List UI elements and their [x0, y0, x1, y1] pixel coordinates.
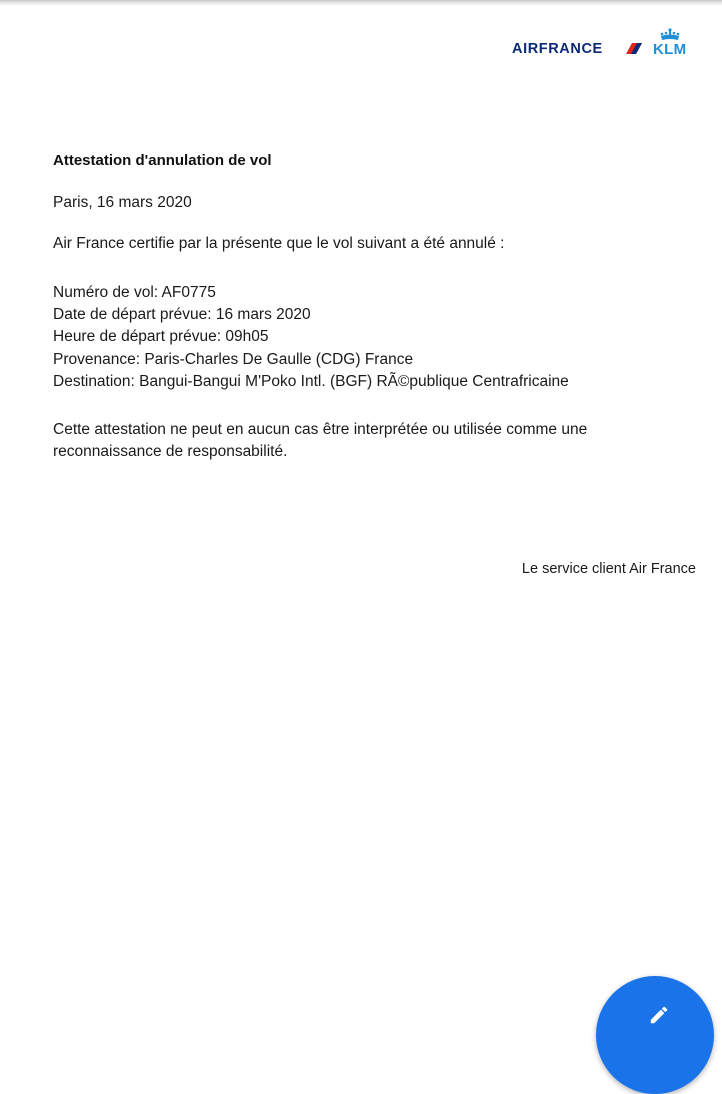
departure-time: Heure de départ prévue: 09h05	[53, 328, 269, 345]
intro-text: Air France certifie par la présente que le vol suivant a été annulé :	[53, 235, 505, 252]
origin: Provenance: Paris-Charles De Gaulle (CDG) France	[53, 351, 414, 368]
klm-crown-icon	[659, 28, 681, 42]
airfrance-klm-logo	[512, 34, 702, 62]
flight-number: Numéro de vol: AF0775	[53, 284, 216, 301]
disclaimer-line-1: Cette attestation ne peut en aucun cas être interprétée ou utilisée comme une	[53, 421, 588, 438]
klm-wordmark: KLM	[653, 41, 687, 58]
date-line: Paris, 16 mars 2020	[53, 194, 192, 211]
departure-date: Date de départ prévue: 16 mars 2020	[53, 306, 311, 323]
disclaimer-line-2: reconnaissance de responsabilité.	[53, 443, 288, 460]
document-title: Attestation d'annulation de vol	[53, 152, 272, 169]
edit-icon	[648, 1004, 670, 1026]
airfrance-slash-icon	[626, 43, 642, 54]
toolbar-shadow	[0, 0, 722, 6]
destination: Destination: Bangui-Bangui M'Poko Intl. (BGF) RÃ©publique Centrafricaine	[53, 373, 569, 390]
signature: Le service client Air France	[521, 561, 696, 577]
edit-fab-button[interactable]	[596, 976, 714, 1094]
airfrance-wordmark: AIRFRANCE	[512, 41, 603, 57]
